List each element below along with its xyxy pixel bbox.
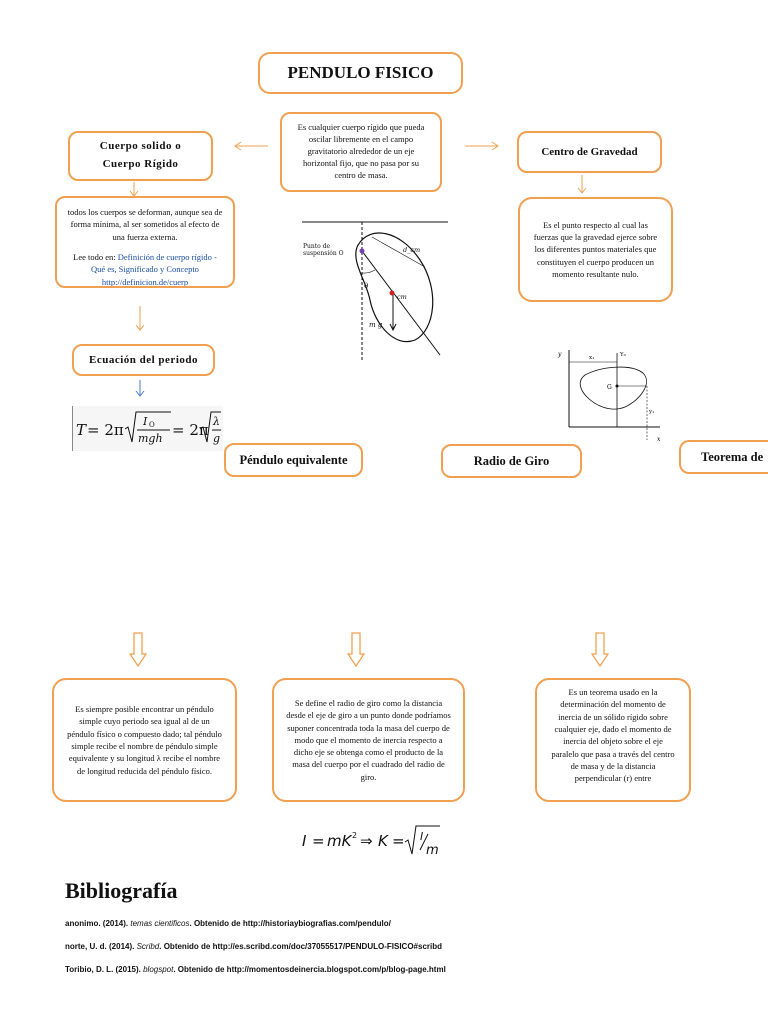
svg-text:mK: mK: [327, 832, 352, 850]
cuerpo-rigido-def-box: [55, 196, 235, 288]
svg-text:I: I: [420, 830, 424, 843]
svg-text:I: I: [302, 832, 307, 850]
pendulo-equivalente-box: [224, 443, 363, 477]
svg-text:⇒: ⇒: [360, 832, 373, 850]
pendulo-equivalente-title: Péndulo equivalente: [239, 452, 348, 467]
svg-text:2: 2: [352, 831, 358, 840]
ref-2-author: norte, U. d. (2014).: [65, 942, 137, 951]
svg-text:λ: λ: [213, 415, 220, 428]
definition-box: [280, 112, 442, 192]
reference-1: [65, 919, 391, 928]
svg-text:= 2π: = 2π: [87, 421, 124, 439]
x-axis-label: x: [657, 436, 661, 443]
radio-giro-figure: [555, 345, 665, 445]
arrow-down-right-1: [576, 175, 588, 195]
pendulo-equivalente-def-box: [52, 678, 237, 802]
radio-giro-def-box: [272, 678, 465, 802]
theta-label: θ: [364, 282, 369, 290]
ecuacion-box: [72, 344, 215, 376]
teorema-def-box: [535, 678, 691, 802]
main-title: PENDULO FISICO: [287, 63, 434, 82]
arrow-down-blue: [134, 380, 146, 398]
teorema-def: Es un teorema usado en la determinación del momento de inercia de un sólido rígido sobre cualquier eje, dado el momento de inercia del objeto sobre el eje paralelo que pasa a través del centro de masa y de la distancia perpendicular (r) entre: [551, 687, 675, 784]
mg-label: m g: [369, 321, 383, 329]
centro-gravedad-def: Es el punto respecto al cual las fuerzas que la gravedad ejerce sobre los diferentes puntos materiales que constituyen el cuerpo producen un momento resultante nulo.: [533, 219, 658, 279]
hollow-arrow-3: [591, 632, 609, 668]
reference-2: [65, 942, 442, 951]
ref-1-author: anonimo. (2014).: [65, 919, 131, 928]
x1-label: x₁: [589, 355, 595, 361]
hollow-arrow-2: [347, 632, 365, 668]
svg-text:I: I: [143, 415, 148, 428]
centro-gravedad-title: Centro de Gravedad: [541, 146, 638, 158]
svg-text:g: g: [213, 432, 221, 445]
main-title-box: [258, 52, 463, 94]
ref-1-source[interactable]: . Obtenido de http://historiaybiografias.com/pendulo/: [189, 919, 391, 928]
teorema-box: [679, 440, 768, 474]
pendulo-equivalente-def: Es siempre posible encontrar un péndulo simple cuyo periodo sea igual al de un péndulo físico o compuesto dado; tal péndulo simple recibe el nombre de péndulo simple equivalente y su longitud λ recibe el nombre de longitud reducida del péndulo físico.: [67, 704, 222, 776]
cuerpo-rigido-title: Cuerpo solido o Cuerpo Rígido: [99, 140, 182, 170]
centro-gravedad-box: [517, 131, 662, 173]
svg-text:=: =: [392, 832, 405, 850]
cuerpo-rigido-def: todos los cuerpos se deforman, aunque sea de forma mínima, al ser sometidos al efecto de una fuerza externa.: [67, 207, 223, 242]
hollow-arrow-1: [129, 632, 147, 668]
read-more: [67, 251, 223, 288]
radio-giro-box: [441, 444, 582, 478]
pendulum-figure: [300, 215, 450, 365]
cm-label: cm: [397, 293, 407, 301]
period-formula: [72, 406, 223, 451]
radio-giro-formula: [300, 820, 450, 860]
ecuacion-title: Ecuación del periodo: [88, 354, 198, 366]
ref-3-author: Toribio, D. L. (2015).: [65, 965, 144, 974]
arrow-right: [463, 140, 501, 152]
y-axis-label: y: [558, 351, 562, 358]
radio-giro-title: Radio de Giro: [473, 453, 550, 468]
svg-text:m: m: [426, 843, 439, 858]
y0-label: Y₀: [620, 352, 626, 358]
period-formula-svg: [73, 406, 223, 451]
ref-2-source[interactable]: . Obtenido de http://es.scribd.com/doc/37055517/PENDULO-FISICO#scribd: [159, 942, 442, 951]
g-label: G: [607, 384, 612, 391]
dcm-label: d_cm: [403, 246, 421, 254]
svg-text:= 2π: = 2π: [172, 421, 209, 439]
ref-1-title: temas cientificos: [130, 919, 190, 928]
ref-3-source[interactable]: . Obtenido de http://momentosdeinercia.blogspot.com/p/blog-page.html: [173, 965, 446, 974]
svg-text:K: K: [378, 832, 388, 850]
definition-text: Es cualquier cuerpo rígido que pueda oscilar libremente en el campo gravitatorio alrededor de un eje horizontal fijo, que no pasa por su centro de masa.: [297, 122, 425, 180]
ref-3-title: blogspot: [143, 965, 174, 974]
svg-text:=: =: [312, 832, 325, 850]
ref-2-title: Scribd: [136, 942, 160, 951]
radio-giro-def: Se define el radio de giro como la distancia desde el eje de giro a un punto donde podríamos suponer concentrada toda la masa del cuerpo de modo que el momento de inercia respecto a dicho eje se obtenga como el producto de la masa del cuerpo por el cuadrado del radio de giro.: [286, 697, 451, 782]
suspension-label: Punto de suspensión O: [303, 243, 344, 257]
y1-label: y₁: [649, 409, 655, 415]
read-more-label: Lee todo en:: [73, 251, 116, 262]
arrow-left: [232, 140, 270, 152]
svg-text:T: T: [76, 421, 87, 439]
svg-text:mgh: mgh: [138, 432, 163, 445]
cuerpo-rigido-box: [68, 131, 213, 181]
reference-3: [65, 965, 446, 974]
arrow-down-left-2: [134, 306, 146, 332]
centro-gravedad-def-box: [518, 197, 673, 302]
source-link[interactable]: Definición de cuerpo rígido - Qué es, Significado y Concepto http://definicion.de/cuerp: [91, 251, 217, 287]
bibliografia-title: Bibliografía: [65, 878, 178, 903]
teorema-title: Teorema de: [701, 449, 764, 464]
svg-text:O: O: [149, 421, 155, 429]
